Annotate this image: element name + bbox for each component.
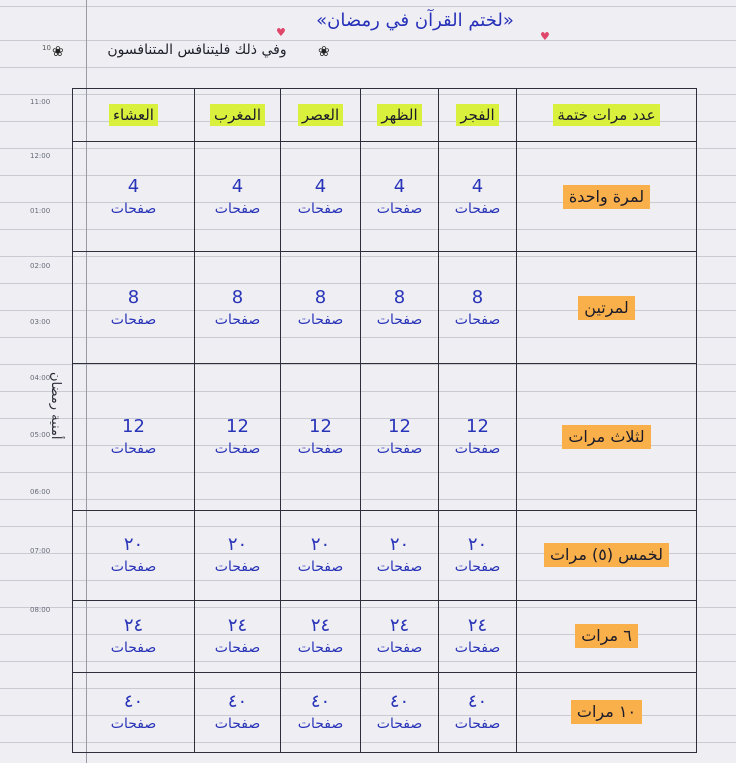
table-row [73,364,697,510]
page-subtitle: وفي ذلك فليتنافس المتنافسون [107,42,287,58]
table-row [73,510,697,600]
table-cell: ٤٠ صفحات [281,672,361,752]
heart-icon: ♥ [276,26,286,39]
column-header: عدد مرات ختمة [517,89,697,142]
table-cell: ٢٤ صفحات [361,600,439,672]
page-number: 10 [42,44,51,52]
row-label: لثلاث مرات [517,364,697,510]
reading-plan-table [72,88,697,753]
table-cell: ٢٤ صفحات [195,600,281,672]
row-label: ٦ مرات [517,600,697,672]
table-cell: 12 صفحات [281,364,361,510]
time-label: 01:00 [30,207,51,215]
table-cell: ٢٤ صفحات [281,600,361,672]
column-header: العشاء [73,89,195,142]
row-label: لمرة واحدة [517,142,697,252]
table-cell: 4 صفحات [439,142,517,252]
table-row [73,600,697,672]
table-row [73,672,697,752]
time-label: 04:00 [30,374,51,382]
page-title: «لختم القرآن في رمضان» [316,10,514,31]
time-label: 05:00 [30,431,51,439]
table-cell: 4 صفحات [361,142,439,252]
table-row [73,252,697,364]
flower-icon: ❀ [52,44,64,60]
row-label: لمرتين [517,252,697,364]
time-label: 08:00 [30,606,51,614]
table-cell: 12 صفحات [361,364,439,510]
heart-icon: ♥ [540,30,550,43]
table-header-row [73,89,697,142]
table-cell: 12 صفحات [73,364,195,510]
column-header: الفجر [439,89,517,142]
table-cell: 8 صفحات [73,252,195,364]
time-label: 06:00 [30,488,51,496]
table-row [73,142,697,252]
table-cell: ٤٠ صفحات [439,672,517,752]
row-label: ١٠ مرات [517,672,697,752]
table-cell: 12 صفحات [439,364,517,510]
table-cell: 8 صفحات [195,252,281,364]
table-cell: ٤٠ صفحات [73,672,195,752]
table-cell: 8 صفحات [281,252,361,364]
time-label: 12:00 [30,152,51,160]
table-cell: 8 صفحات [439,252,517,364]
table-cell: ٢٠ صفحات [195,510,281,600]
table-cell: ٤٠ صفحات [195,672,281,752]
table-cell: 4 صفحات [281,142,361,252]
table-cell: ٢٤ صفحات [439,600,517,672]
table-cell: ٤٠ صفحات [361,672,439,752]
time-label: 07:00 [30,547,51,555]
table-cell: 12 صفحات [195,364,281,510]
row-label: لخمس (٥) مرات [517,510,697,600]
table-cell: 4 صفحات [73,142,195,252]
table-cell: 4 صفحات [195,142,281,252]
column-header: العصر [281,89,361,142]
column-header: المغرب [195,89,281,142]
table-cell: 8 صفحات [361,252,439,364]
time-label: 11:00 [30,98,51,106]
side-note: أمنية رمضان [48,372,63,440]
table-cell: ٢٤ صفحات [73,600,195,672]
table-cell: ٢٠ صفحات [361,510,439,600]
table-cell: ٢٠ صفحات [439,510,517,600]
time-label: 02:00 [30,262,51,270]
flower-icon: ❀ [318,44,330,60]
time-label: 03:00 [30,318,51,326]
column-header: الظهر [361,89,439,142]
table-cell: ٢٠ صفحات [73,510,195,600]
table-cell: ٢٠ صفحات [281,510,361,600]
